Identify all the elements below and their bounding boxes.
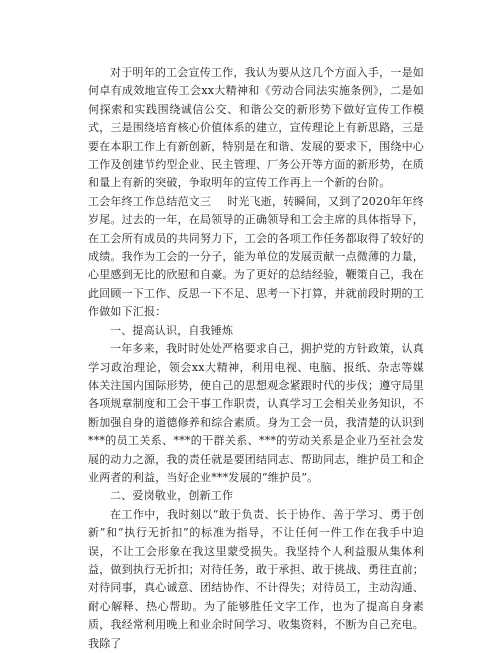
heading-improve-awareness: 一、提高认识，自我锤炼 [110,323,234,337]
paragraph-work-innovation: 在工作中，我时刻以“敢于负责、长于协作、善于学习、勇于创新”和“执行无折扣”的标准为指导，不让任何一件工作在我手中迫误，不让工会形象在我这里蒙受损失。我坚持个人利益服从集体利益，做到执行无折扣；对待任务，敢于承担、敢于挑战、勇往直前；对待同事，真心诚意、团结协作、不计得失；对待员工，主动沟通、耐心解释、热心帮助。为了能够胜任文字工作，也为了提高自身素质，我经常利用晚上和业余时间学习、收集资料，不断为自己充电。我除了 [88,507,424,650]
paragraph-self-discipline: 一年多来，我时时处处严格要求自己，拥护党的方针政策，认真学习政治理论，领会xx大精神，利用电视、电脑、报纸、杂志等媒体关注国内国际形势，使自己的思想观念紧跟时代的步伐；遵守局里各项规章制度和工会干事工作职责，认真学习工会相关业务知识，不断加强自身的道德修养和综合素质。身为工会一员，我清楚的认识到***的员工关系、***的干群关系、***的劳动关系是企业乃至社会发展的动力之源，我的责任就是要团结同志、帮助同志，维护员工和企业两者的利益，当好企业***发展的“维护员”。 [88,342,424,484]
heading-dedication: 二、爱岗敬业，创新工作 [110,489,234,503]
section-title: 工会年终工作总结范文三 [88,194,212,208]
paragraph-summary-intro [88,193,424,322]
paragraph-summary-intro-text: 时光飞逝，转瞬间，又到了2020年年终岁尾。过去的一年，在局领导的正确领导和工会主席的具体指导下，在工会所有成员的共同努力下，工会的各项工作任务都取得了较好的成绩。我作为工会的一分子，能为单位的发展贡献一点微薄的力量，心里感到无比的欣慰和自豪。为了更好的总结经验，鞭策自己，我在此回顾一下工作、反思一下不足、思考一下打算，并就前段时期的工作做如下汇报： [88,194,424,319]
paragraph-publicity-plan: 对于明年的工会宣传工作，我认为要从这几个方面入手，一是如何卓有成效地宣传工会xx大精神和《劳动合同法实施条例》，二是如何探索和实践围绕诚信公交、和谐公交的新形势下做好宣传工作模式，三是围绕培育核心价值体系的建立，宣传理论上有新思路，三是要在本职工作上有新创新，特别是在和谐、发展的要求下，围绕中心工作及创建节约型企业、民主管理、厂务公开等方面的新形势，在质和量上有新的突破，争取明年的宣传工作再上一个新的台阶。 [88,66,424,190]
